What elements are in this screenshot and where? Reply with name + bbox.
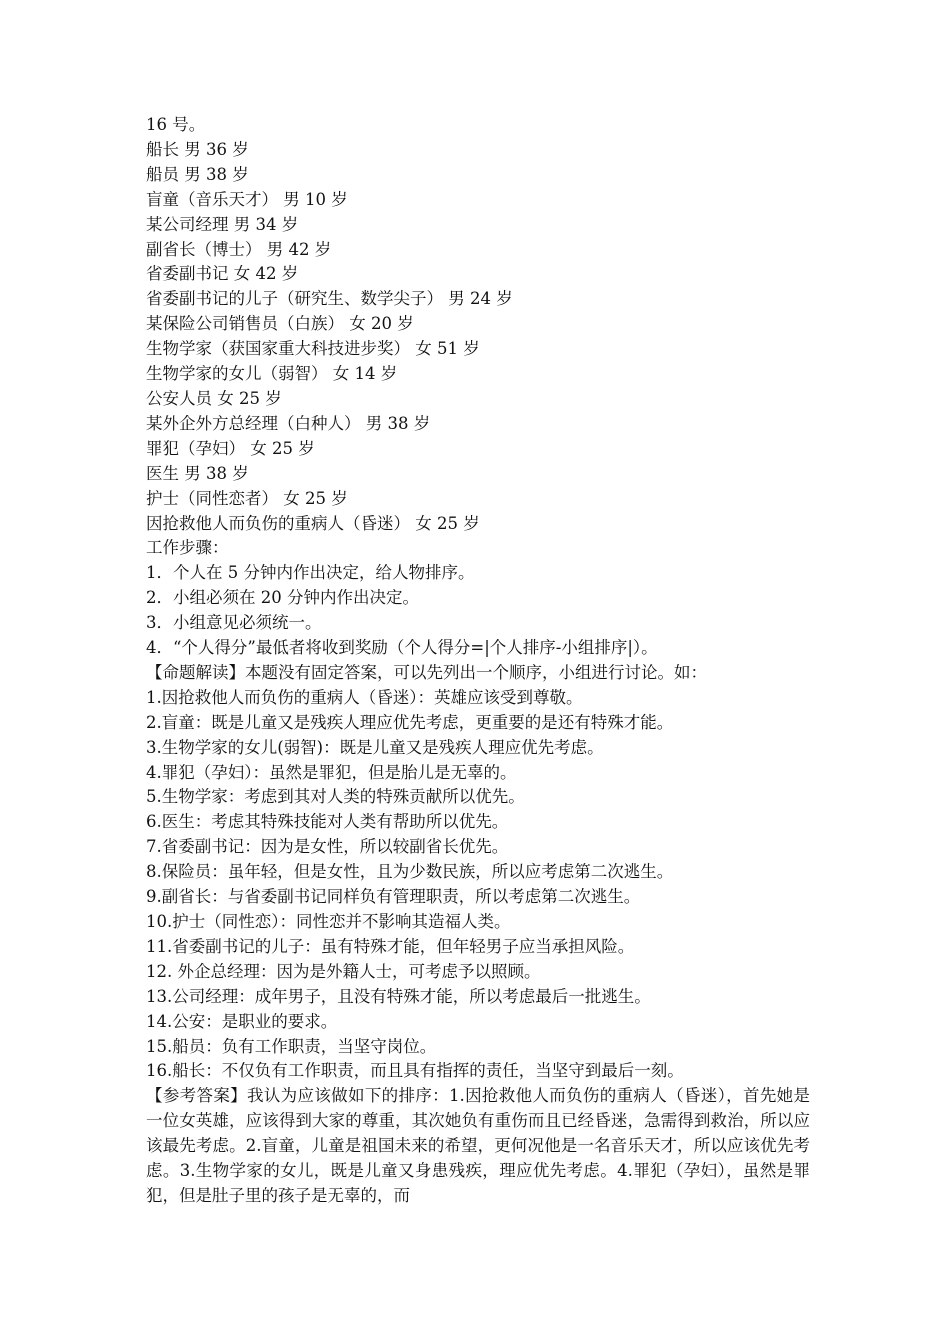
answer-paragraph: 【参考答案】我认为应该做如下的排序：1.因抢救他人而负伤的重病人（昏迷），首先她是一位女英雄，应该得到大家的尊重，其次她负有重伤而且已经昏迷，急需得到救治，所以应该最先考虑。2.盲童，儿童是祖国未来的希望，更何况他是一名音乐天才，所以应该优先考虑。3.生物学家的女儿，既是儿童又身患残疾，理应优先考虑。4.罪犯（孕妇），虽然是罪犯，但是肚子里的孩子是无辜的，而 [146, 1086, 810, 1205]
analysis-heading: 【命题解读】本题没有固定答案，可以先列出一个顺序，小组进行讨论。如： [146, 662, 707, 682]
step-item: 2．小组必须在 20 分钟内作出决定。 [146, 588, 419, 608]
person-line: 船长 男 36 岁 [146, 139, 249, 159]
person-line: 因抢救他人而负伤的重病人（昏迷） 女 25 岁 [146, 513, 480, 533]
person-line: 盲童（音乐天才） 男 10 岁 [146, 189, 348, 209]
step-item: 3．小组意见必须统一。 [146, 613, 322, 633]
person-line: 公安人员 女 25 岁 [146, 388, 282, 408]
analysis-item: 5.生物学家：考虑到其对人类的特殊贡献所以优先。 [146, 787, 525, 807]
intro-list [146, 113, 810, 561]
steps-list [146, 561, 810, 661]
document-page [146, 113, 810, 1209]
person-line: 护士（同性恋者） 女 25 岁 [146, 488, 348, 508]
analysis-item: 8.保险员：虽年轻，但是女性，且为少数民族，所以应考虑第二次逃生。 [146, 862, 674, 882]
person-line: 省委副书记的儿子（研究生、数学尖子） 男 24 岁 [146, 289, 513, 309]
person-line: 生物学家（获国家重大科技进步奖） 女 51 岁 [146, 339, 480, 359]
person-line: 某公司经理 男 34 岁 [146, 214, 299, 234]
analysis-item: 1.因抢救他人而负伤的重病人（昏迷）：英雄应该受到尊敬。 [146, 687, 583, 707]
step-item: 4．“个人得分”最低者将收到奖励（个人得分=|个人排序-小组排序|）。 [146, 638, 658, 658]
analysis-item: 4.罪犯（孕妇）：虽然是罪犯，但是胎儿是无辜的。 [146, 762, 517, 782]
analysis-item: 12. 外企总经理：因为是外籍人士，可考虑予以照顾。 [146, 961, 541, 981]
steps-heading: 工作步骤： [146, 538, 229, 558]
analysis-item: 7.省委副书记：因为是女性，所以较副省长优先。 [146, 837, 509, 857]
person-line: 某保险公司销售员（白族） 女 20 岁 [146, 314, 414, 334]
person-line: 省委副书记 女 42 岁 [146, 264, 299, 284]
analysis-list [146, 686, 810, 1085]
person-line: 生物学家的女儿（弱智） 女 14 岁 [146, 364, 398, 384]
analysis-item: 11.省委副书记的儿子：虽有特殊才能，但年轻男子应当承担风险。 [146, 936, 635, 956]
analysis-item: 13.公司经理：成年男子，且没有特殊才能，所以考虑最后一批逃生。 [146, 986, 651, 1006]
analysis-item: 14.公安：是职业的要求。 [146, 1011, 338, 1031]
person-line: 罪犯（孕妇） 女 25 岁 [146, 438, 315, 458]
analysis-item: 6.医生：考虑其特殊技能对人类有帮助所以优先。 [146, 812, 509, 832]
intro-line: 16 号。 [146, 115, 206, 134]
person-line: 船员 男 38 岁 [146, 164, 249, 184]
analysis-item: 10.护士（同性恋）：同性恋并不影响其造福人类。 [146, 912, 511, 931]
analysis-item: 9.副省长：与省委副书记同样负有管理职责，所以考虑第二次逃生。 [146, 887, 641, 907]
analysis-item: 3.生物学家的女儿(弱智)：既是儿童又是残疾人理应优先考虑。 [146, 737, 604, 757]
step-item: 1．个人在 5 分钟内作出决定，给人物排序。 [146, 563, 475, 583]
analysis-item: 15.船员：负有工作职责，当坚守岗位。 [146, 1036, 437, 1056]
person-line: 医生 男 38 岁 [146, 463, 249, 483]
person-line: 副省长（博士） 男 42 岁 [146, 239, 332, 259]
analysis-item: 2.盲童：既是儿童又是残疾人理应优先考虑，更重要的是还有特殊才能。 [146, 712, 674, 732]
analysis-item: 16.船长：不仅负有工作职责，而且具有指挥的责任，当坚守到最后一刻。 [146, 1061, 684, 1081]
person-line: 某外企外方总经理（白种人） 男 38 岁 [146, 413, 431, 433]
